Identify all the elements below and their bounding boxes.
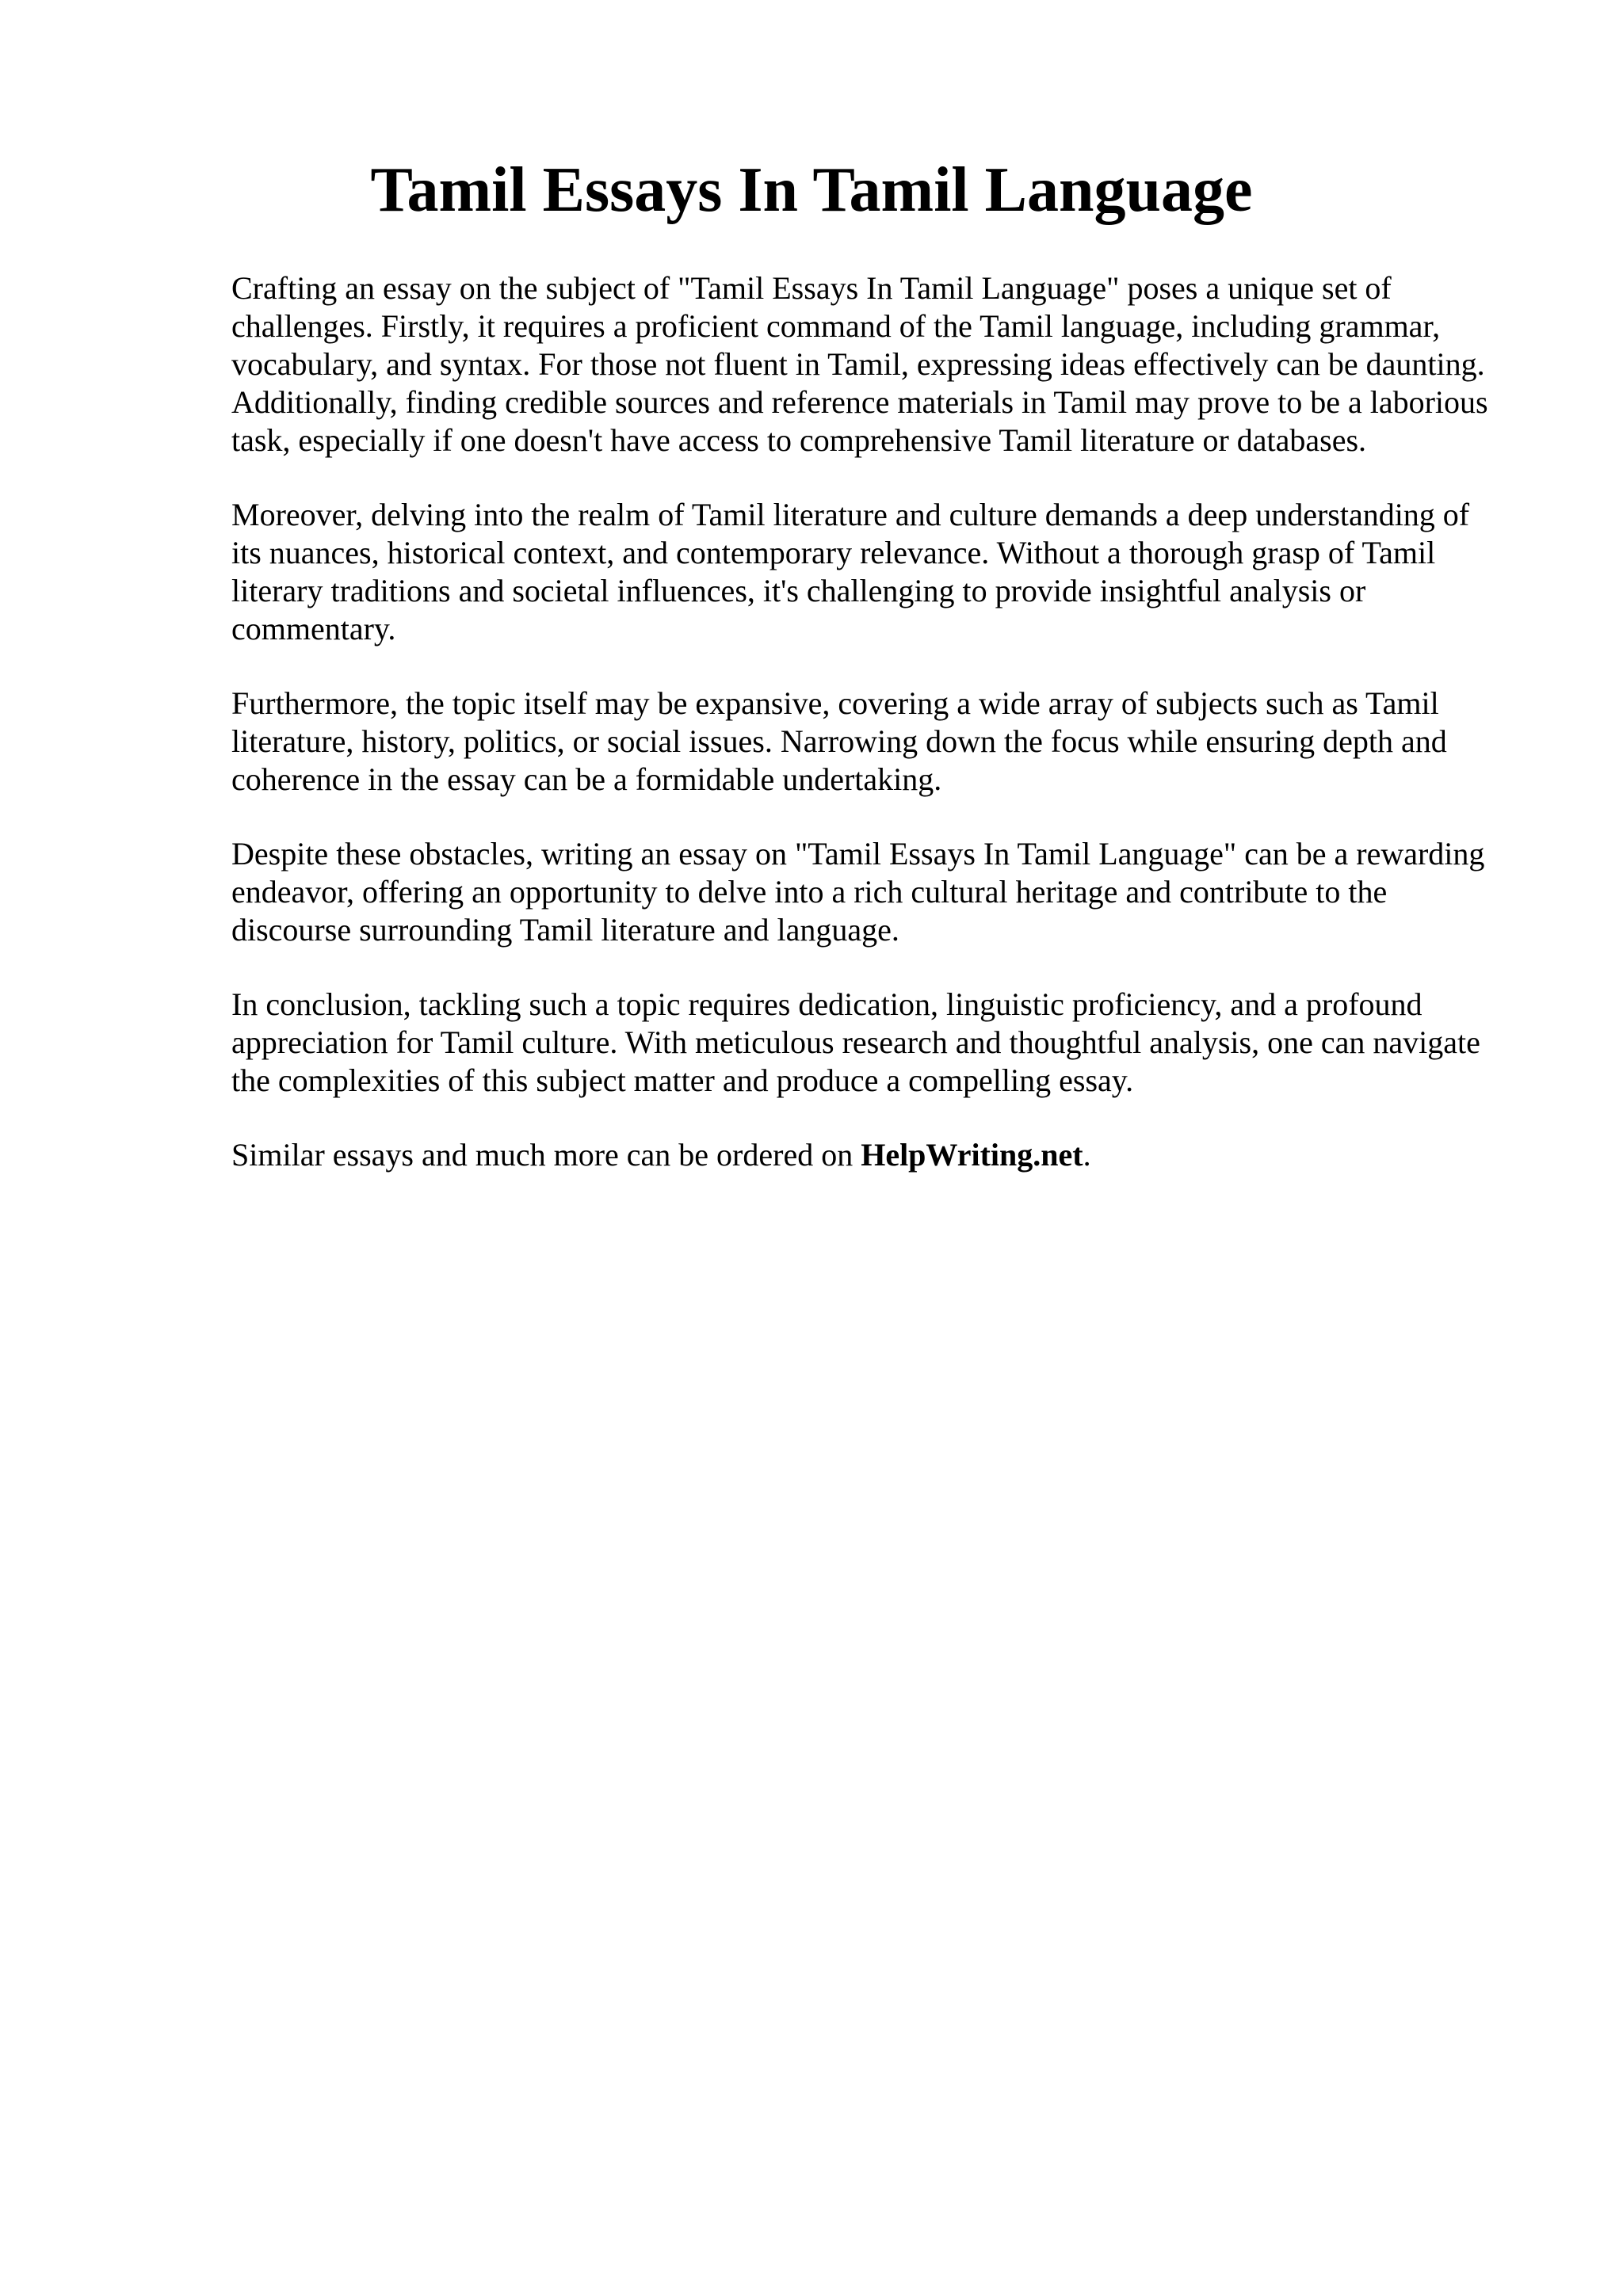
paragraph-4: Despite these obstacles, writing an essay on "Tamil Essays In Tamil Language" can be a rewarding endeavor, offering an opportunity to delve into a rich cultural heritage and contribute to the discourse surrounding Tamil literature and language. xyxy=(231,836,1485,948)
closing-suffix: . xyxy=(1083,1137,1091,1173)
paragraph-2: Moreover, delving into the realm of Tamil literature and culture demands a deep understanding of its nuances, historical context, and contemporary relevance. Without a thorough grasp of Tamil literary traditions and societal influences, it's challenging to provide insightful analysis or commentary. xyxy=(231,497,1470,646)
page-title: Tamil Essays In Tamil Language xyxy=(370,155,1253,225)
document-body xyxy=(231,269,1499,1211)
paragraph-3: Furthermore, the topic itself may be expansive, covering a wide array of subjects such as Tamil literature, history, politics, or social issues. Narrowing down the focus while ensuring depth and coherence in the essay can be a formidable undertaking. xyxy=(231,685,1447,797)
closing-line xyxy=(231,1136,1499,1174)
paragraph-1: Crafting an essay on the subject of "Tamil Essays In Tamil Language" poses a unique set of challenges. Firstly, it requires a proficient command of the Tamil language, including grammar, vocabulary, and syntax. For those not fluent in Tamil, expressing ideas effectively can be daunting. Additionally, finding credible sources and reference materials in Tamil may prove to be a laborious task, especially if one doesn't have access to comprehensive Tamil literature or databases. xyxy=(231,270,1488,458)
helpwriting-link[interactable]: HelpWriting.net xyxy=(861,1137,1083,1173)
paragraph-5: In conclusion, tackling such a topic requires dedication, linguistic proficiency, and a profound appreciation for Tamil culture. With meticulous research and thoughtful analysis, one can navigate the complexities of this subject matter and produce a compelling essay. xyxy=(231,986,1480,1098)
closing-prefix: Similar essays and much more can be ordered on xyxy=(231,1137,861,1173)
